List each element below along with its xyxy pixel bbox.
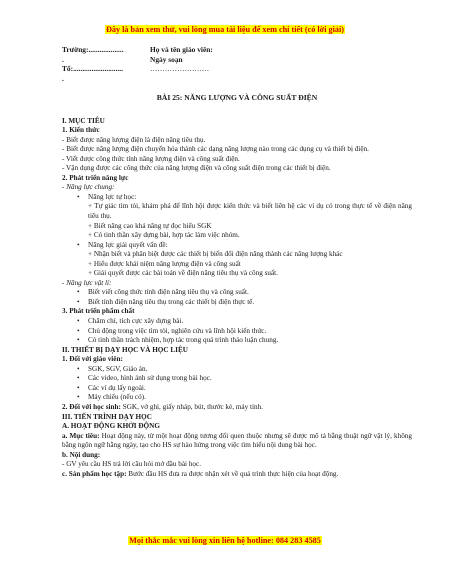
bullet-item: • Năng lực tự học: [62, 193, 412, 203]
group-field: Tổ:........................... [62, 64, 123, 74]
hotline-footer: Mọi thắc mắc vui lòng xin liên hệ hotline: 084 283 4585 [129, 536, 321, 545]
paragraph: + Hiểu được khái niệm năng lượng điện và công suất [88, 259, 241, 268]
date-dots: …………………… [150, 64, 210, 74]
bullet-item: • SGK, SGV, Giáo án. [62, 365, 412, 375]
subsection-heading: 1. Đối với giáo viên: [62, 355, 123, 364]
paragraph: + Giải quyết được các bài toán về điện năng tiêu thụ và công suất. [88, 269, 278, 278]
school-field: Trường:................... [62, 45, 124, 54]
bullet-item: • Có tinh thần trách nhiệm, hợp tác trong quá trình thảo luận chung. [62, 336, 412, 346]
lesson-title: BÀI 25: NĂNG LƯỢNG VÀ CÔNG SUẤT ĐIỆN [156, 93, 318, 102]
paragraph: - Năng lực vật lí: [62, 278, 112, 287]
inline-text: Hoạt động này, từ một hoạt động tương đối quen thuộc nhưng sẽ được mô tả bằng thuật ngữ vật lý, không bằng ngôn ngữ hằng ngày, tạo cho HS sự hào hứng trong việc tìm hiểu nội dung bài học. [62, 431, 412, 450]
paragraph: + Tự giác tìm tòi, khám phá để lĩnh hội được kiến thức và biết liên hệ các ví dụ có trong thực tế về điện năng tiêu thụ. [88, 202, 412, 221]
bullet-item: • Các video, hình ảnh sử dụng trong bài học. [62, 374, 412, 384]
inline-text: SGK, vở ghi, giấy nháp, bút, thước kẻ, máy tính. [120, 402, 263, 411]
paragraph: + Nhận biết và phân biệt được các thiết bị biến đổi điện năng thành các năng lượng khác [88, 250, 343, 259]
section-heading: III. TIẾN TRÌNH DẠY HỌC [62, 412, 152, 421]
document-header [62, 45, 412, 91]
paragraph: - GV yêu cầu HS trả lời câu hỏi mở đầu bài học. [62, 460, 202, 469]
paragraph [62, 470, 412, 480]
paragraph: + Có tinh thần xây dựng bài, hợp tác làm việc nhóm. [88, 231, 240, 240]
inline-label: c. Sản phẩm học tập: [62, 469, 127, 478]
inline-text: Bước đầu HS đưa ra được nhận xét về quá trình thực hiện của hoạt động. [126, 469, 339, 478]
bullet-item: • Năng lực giải quyết vấn đề: [62, 241, 412, 251]
preview-banner: Đây là bản xem thử, vui lòng mua tài liệu để xem chi tiết (có lời giải) [105, 25, 344, 34]
header-left [62, 45, 142, 83]
bullet-item: • Biết tính điện năng tiêu thụ trong các thiết bị điện thực tế. [62, 298, 412, 308]
section-heading: II. THIẾT BỊ DẠY HỌC VÀ HỌC LIỆU [62, 345, 188, 354]
bullet-item: • Chủ động trong việc tìm tòi, nghiên cứu và lĩnh hội kiến thức. [62, 327, 412, 337]
paragraph: - Biết được năng lượng điện chuyển hóa thành các dạng năng lượng nào trong các dụng cụ và thiết bị điện. [62, 145, 369, 154]
bullet-item: • Các ví dụ lấy ngoài. [62, 384, 412, 394]
inline-label: 2. Đối với học sinh: [62, 402, 121, 411]
school-dot: . [62, 54, 64, 64]
paragraph: - Vận dụng được các công thức của năng lượng điện và công suất điện trong các thiết bị điện. [62, 164, 331, 173]
subsection-heading: 2. Phát triển năng lực [62, 173, 129, 182]
paragraph: - Biết được năng lượng điện là điện năng tiêu thụ. [62, 135, 206, 144]
group-dot: . [62, 73, 64, 83]
subsection-heading: A. HOẠT ĐỘNG KHỞI ĐỘNG [62, 422, 160, 431]
paragraph [62, 432, 412, 451]
date-field: Ngày soạn [150, 54, 183, 64]
bullet-item: • Biết viết công thức tính điện năng tiêu thụ và công suất. [62, 288, 412, 298]
paragraph [62, 403, 412, 413]
subsection-heading: 1. Kiến thức [62, 126, 100, 135]
section-heading: I. MỤC TIÊU [62, 116, 105, 125]
paragraph: + Biết năng cao khả năng tự đọc hiểu SGK [88, 221, 212, 230]
bullet-item: • Chăm chỉ, tích cực xây dựng bài. [62, 317, 412, 327]
teacher-field: Họ và tên giáo viên: [150, 45, 213, 54]
inline-label: a. Mục tiêu: [62, 431, 100, 440]
bullet-item: • Máy chiếu (nếu có). [62, 393, 412, 403]
document-body [62, 45, 412, 479]
subsection-heading: b. Nội dung: [62, 450, 101, 459]
paragraph: - Năng lực chung: [62, 183, 115, 192]
subsection-heading: 3. Phát triển phẩm chất [62, 307, 135, 316]
header-right [150, 45, 213, 74]
paragraph: - Viết được công thức tính năng lượng điện và công suất điện. [62, 154, 240, 163]
